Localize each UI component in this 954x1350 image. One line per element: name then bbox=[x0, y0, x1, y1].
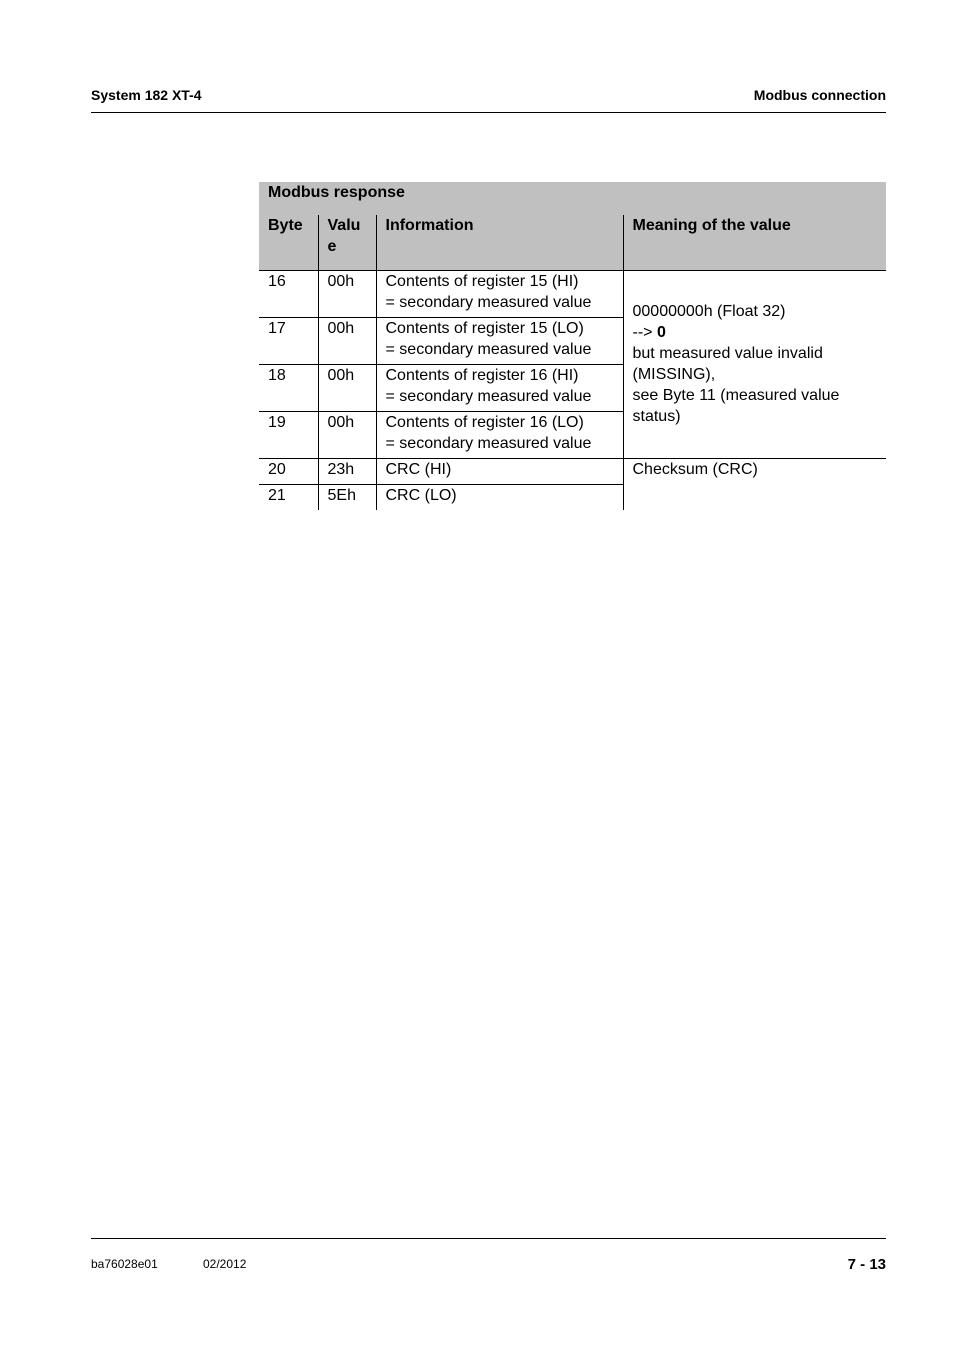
meaning-line: but measured value invalid bbox=[632, 345, 823, 362]
table-title-row bbox=[259, 182, 886, 215]
table-header-row bbox=[259, 215, 886, 270]
meaning-arrow: --> bbox=[632, 324, 657, 341]
cell-information: CRC (LO) bbox=[376, 484, 623, 510]
information-line: = secondary measured value bbox=[385, 293, 592, 311]
cell-value: 5Eh bbox=[318, 484, 376, 510]
cell-meaning-crc: Checksum (CRC) bbox=[623, 458, 886, 510]
table-row bbox=[259, 270, 886, 317]
cell-information bbox=[376, 411, 623, 458]
table-title: Modbus response bbox=[259, 182, 886, 215]
information-line: Contents of register 15 (HI) bbox=[385, 272, 579, 290]
cell-value: 00h bbox=[318, 411, 376, 458]
meaning-bold-value: 0 bbox=[656, 324, 666, 341]
column-header-byte: Byte bbox=[259, 215, 318, 270]
column-header-meaning: Meaning of the value bbox=[623, 215, 886, 270]
column-header-value: Valu e bbox=[318, 215, 376, 270]
information-line: Contents of register 15 (LO) bbox=[385, 319, 584, 337]
header-document-title: System 182 XT-4 bbox=[91, 87, 202, 103]
footer-page-number: 7 - 13 bbox=[847, 1256, 886, 1273]
cell-information: CRC (HI) bbox=[376, 458, 623, 484]
footer-document-id: ba76028e01 bbox=[91, 1257, 158, 1271]
information-line: Contents of register 16 (LO) bbox=[385, 413, 584, 431]
column-header-information: Information bbox=[376, 215, 623, 270]
table-row bbox=[259, 458, 886, 484]
meaning-line: (MISSING), bbox=[632, 366, 716, 383]
header-rule bbox=[91, 112, 886, 113]
cell-information bbox=[376, 317, 623, 364]
header-chapter-title: Modbus connection bbox=[753, 87, 886, 103]
cell-byte: 18 bbox=[259, 364, 318, 411]
modbus-response-table bbox=[259, 182, 886, 510]
cell-value: 23h bbox=[318, 458, 376, 484]
information-line: = secondary measured value bbox=[385, 340, 592, 358]
cell-byte: 21 bbox=[259, 484, 318, 510]
meaning-line: see Byte 11 (measured value bbox=[632, 387, 840, 404]
cell-value: 00h bbox=[318, 317, 376, 364]
cell-byte: 20 bbox=[259, 458, 318, 484]
cell-byte: 16 bbox=[268, 272, 286, 290]
cell-information bbox=[376, 364, 623, 411]
meaning-line: 00000000h (Float 32) bbox=[632, 303, 786, 320]
information-line: = secondary measured value bbox=[385, 387, 592, 405]
cell-value: 00h bbox=[318, 364, 376, 411]
cell-meaning-registers bbox=[623, 270, 886, 458]
meaning-line bbox=[633, 322, 878, 343]
cell-byte: 17 bbox=[259, 317, 318, 364]
information-line: Contents of register 16 (HI) bbox=[385, 366, 579, 384]
cell-value: 00h bbox=[318, 270, 376, 317]
footer-rule bbox=[91, 1238, 886, 1239]
cell-byte: 19 bbox=[259, 411, 318, 458]
meaning-line: status) bbox=[632, 408, 681, 425]
cell-information bbox=[376, 270, 623, 317]
footer-date: 02/2012 bbox=[203, 1257, 247, 1271]
information-line: = secondary measured value bbox=[385, 434, 592, 452]
